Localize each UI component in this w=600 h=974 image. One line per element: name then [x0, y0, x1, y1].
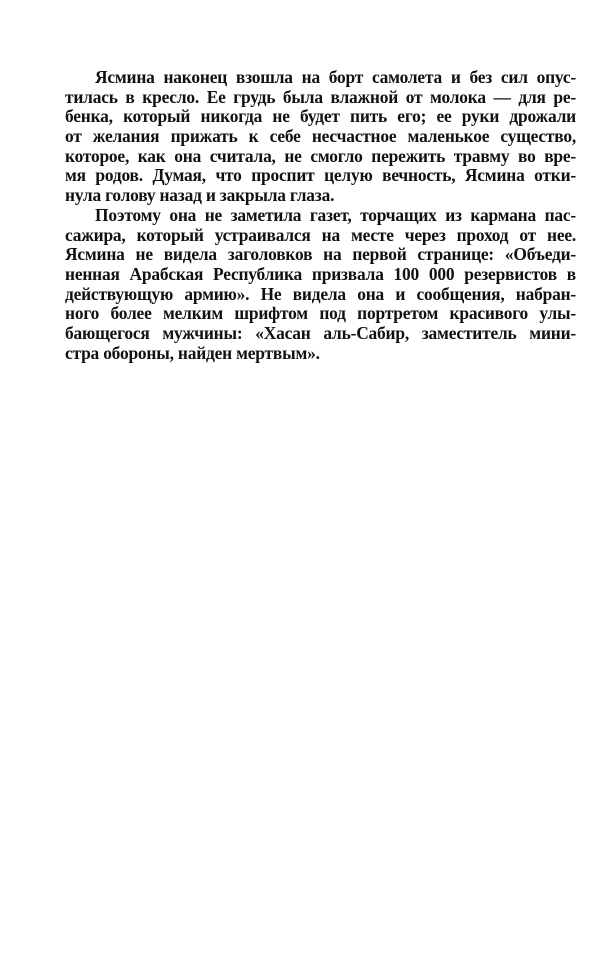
text-line: Поэтому она не заметила газет, торчащих из кармана пас-: [95, 204, 576, 225]
book-page-text: [65, 68, 576, 363]
text-line: ненная Арабская Республика призвала 100 000 резервистов в: [65, 263, 576, 284]
text-line: от желания прижать к себе несчастное маленькое существо,: [65, 126, 576, 147]
text-line: бенка, который никогда не будет пить его; ее руки дрожали: [65, 106, 576, 127]
text-line: нула голову назад и закрыла глаза.: [65, 185, 335, 206]
text-line: которое, как она считала, не смогло пережить травму во вре-: [65, 145, 576, 166]
text-line: стра обороны, найден мертвым».: [65, 342, 320, 363]
text-line: мя родов. Думая, что проспит целую вечность, Ясмина отки-: [65, 165, 576, 186]
text-line: Ясмина не видела заголовков на первой странице: «Объеди-: [65, 244, 576, 265]
text-line: действующую армию». Не видела она и сообщения, набран-: [65, 283, 576, 304]
text-line: сажира, который устраивался на месте через проход от нее.: [65, 224, 576, 245]
paragraph-2: [65, 206, 576, 364]
text-line: Ясмина наконец взошла на борт самолета и без сил опус-: [95, 67, 576, 87]
text-line: ного более мелким шрифтом под портретом красивого улы-: [65, 303, 576, 324]
paragraph-1: [65, 68, 576, 206]
text-line: тилась в кресло. Ее грудь была влажной от молока — для ре-: [65, 86, 576, 107]
text-line: бающегося мужчины: «Хасан аль-Сабир, заместитель мини-: [65, 322, 576, 343]
